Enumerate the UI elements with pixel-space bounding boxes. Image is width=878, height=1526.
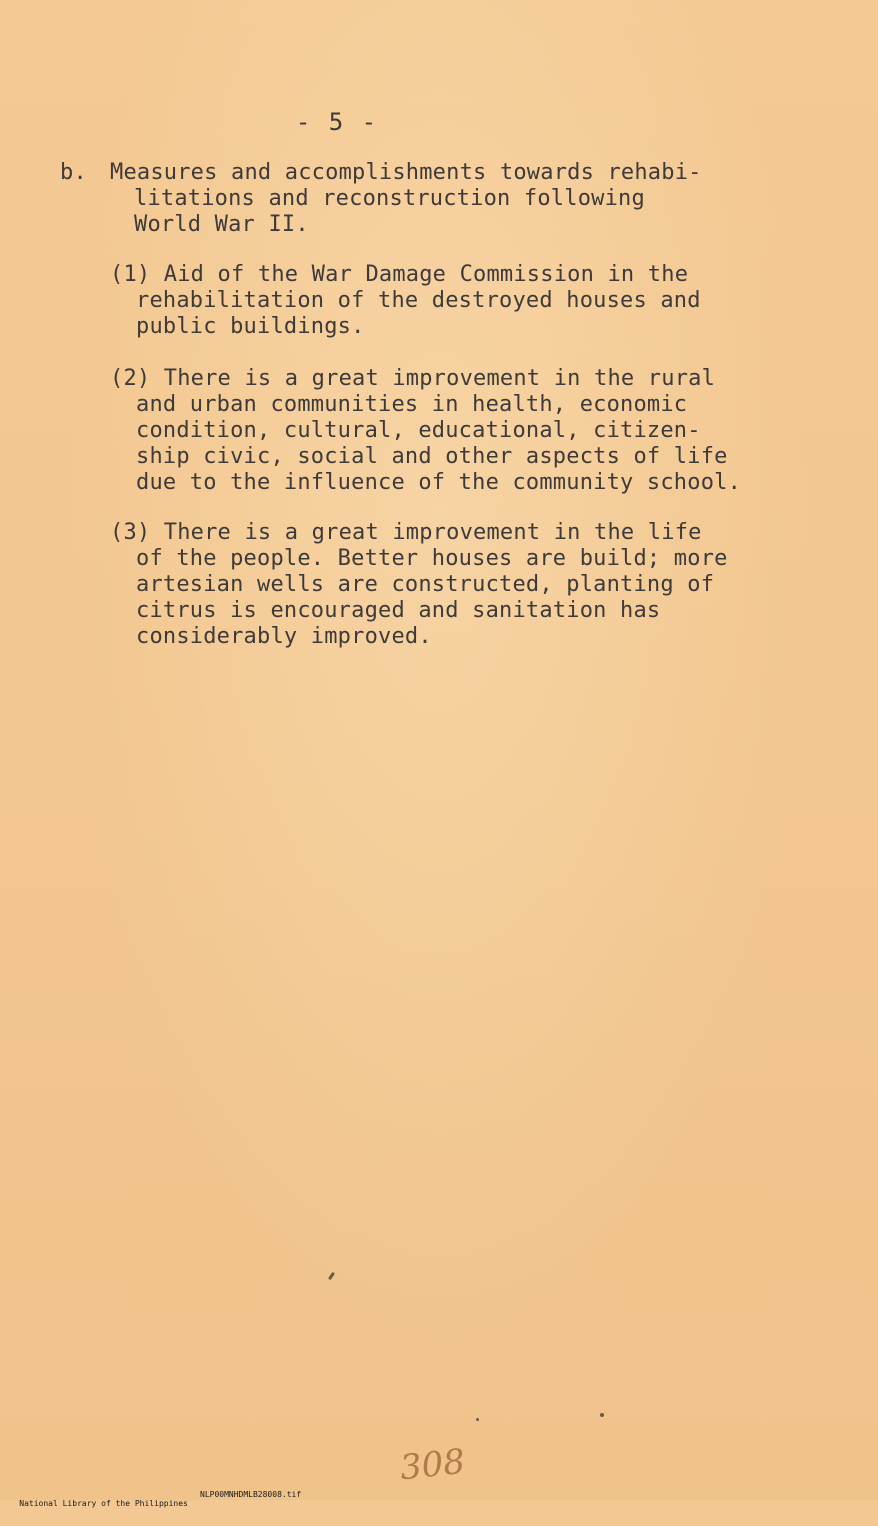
ink-speck (600, 1413, 604, 1417)
list-item-line: of the people. Better houses are build; more (136, 546, 728, 571)
list-item-line: (1) Aid of the War Damage Commission in the (110, 262, 689, 287)
section-heading-text (110, 160, 702, 238)
page-number: - 5 - (295, 108, 379, 136)
list-item-line: due to the influence of the community school. (136, 470, 742, 495)
section-marker: b. (60, 160, 87, 185)
ink-speck (476, 1418, 479, 1421)
section-heading-line: litations and reconstruction following (134, 186, 645, 211)
list-item-line: (2) There is a great improvement in the rural (110, 366, 716, 391)
handwritten-page-number: 308 (398, 1441, 467, 1489)
footer-file-name: NLP00MNHDMLB28008.tif (200, 1490, 302, 1499)
section-heading-line: Measures and accomplishments towards rehabi- (110, 160, 702, 185)
list-item-line: artesian wells are constructed, planting of (136, 572, 715, 597)
section-heading-line: World War II. (134, 212, 309, 237)
scan-footer (0, 1490, 302, 1526)
list-item-line: citrus is encouraged and sanitation has (136, 598, 661, 623)
list-item-line: public buildings. (136, 314, 365, 339)
list-item-line: condition, cultural, educational, citizen- (136, 418, 701, 443)
list-item-line: considerably improved. (136, 624, 432, 649)
list-item-line: and urban communities in health, economic (136, 392, 688, 417)
list-item (110, 520, 830, 650)
list-item-line: rehabilitation of the destroyed houses and (136, 288, 701, 313)
list-item-line: ship civic, social and other aspects of life (136, 444, 728, 469)
list-item (110, 262, 830, 340)
footer-library: National Library of the Philippines (19, 1499, 188, 1508)
list-item-line: (3) There is a great improvement in the life (110, 520, 702, 545)
list-item (110, 366, 830, 496)
